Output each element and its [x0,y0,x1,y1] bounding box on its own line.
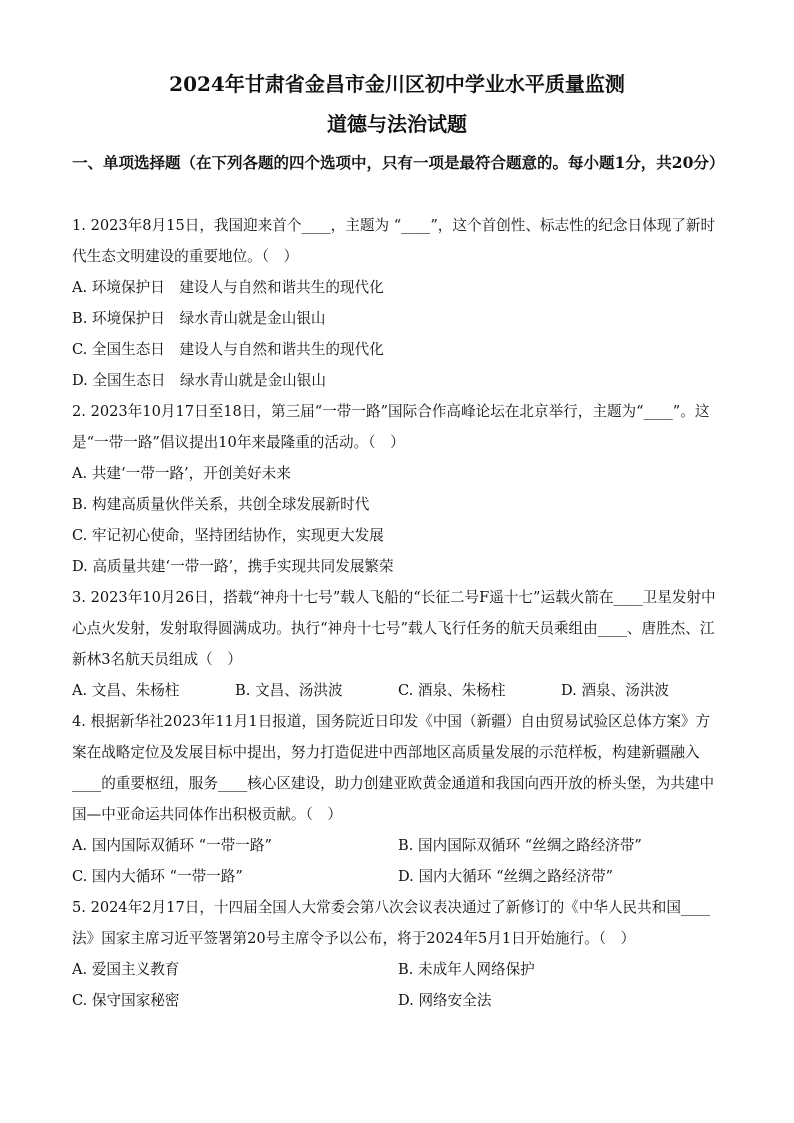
answer-option: C. 保守国家秘密 [72,992,180,1009]
answer-option: B. 文昌、汤洪波 [235,682,343,699]
answer-option: D. 高质量共建‘一带一路’，携手实现共同发展繁荣 [72,558,394,575]
question-stem: 5. 2024年2月17日，十四届全国人大常委会第八次会议表决通过了新修订的《中华人民共和国____法》国家主席习近平签署第20号主席令予以公布，将于2024年5月1日开始施行。（ ） [72,899,711,947]
answer-option: B. 国内国际双循环 “丝绸之路经济带” [398,837,642,854]
answer-option: B. 构建高质量伙伴关系，共创全球发展新时代 [72,496,370,513]
option-row [72,954,724,985]
answer-option: A. 环境保护日 建设人与自然和谐共生的现代化 [72,279,384,296]
option-row [72,985,724,1016]
question-list [72,210,724,1016]
option-row [72,861,724,892]
question-stem: 2. 2023年10月17日至18日，第三届“一带一路”国际合作高峰论坛在北京举行，主题为“____”。这是“一带一路”倡议提出10年来最隆重的活动。（ ） [72,403,710,451]
answer-option: A. 文昌、朱杨柱 [72,682,180,699]
answer-option: C. 全国生态日 建设人与自然和谐共生的现代化 [72,341,384,358]
answer-option: A. 共建‘一带一路’，开创美好未来 [72,465,291,482]
answer-option: D. 国内大循环 “丝绸之路经济带” [398,868,614,885]
exam-subject: 道德与法治试题 [327,112,467,136]
question-stem: 1. 2023年8月15日，我国迎来首个____，主题为 “____”，这个首创性、标志性的纪念日体现了新时代生态文明建设的重要地位。（ ） [72,217,716,265]
option-row [72,675,724,706]
answer-option: A. 国内国际双循环 “一带一路” [72,837,272,854]
exam-title: 2024年甘肃省金昌市金川区初中学业水平质量监测 [169,72,625,96]
section-heading: 一、单项选择题（在下列各题的四个选项中，只有一项是最符合题意的。每小题1分，共20分） [72,153,725,172]
answer-option: B. 未成年人网络保护 [398,961,535,978]
answer-option: A. 爱国主义教育 [72,961,180,978]
question-stem: 4. 根据新华社2023年11月1日报道，国务院近日印发《中国（新疆）自由贸易试验区总体方案》方案在战略定位及发展目标中提出，努力打造促进中西部地区高质量发展的示范样板，构建新疆融入____的重要枢纽，服务____核心区建设，助力创建亚欧黄金通道和我国向西开放的桥头堡，为共建中国—中亚命运共同体作出积极贡献。（ ） [72,713,715,823]
answer-option: C. 国内大循环 “一带一路” [72,868,243,885]
answer-option: C. 酒泉、朱杨柱 [398,682,506,699]
question-stem: 3. 2023年10月26日，搭载“神舟十七号”载人飞船的“长征二号F遥十七”运载火箭在____卫星发射中心点火发射，发射取得圆满成功。执行“神舟十七号”载人飞行任务的航天员乘组由____、唐胜杰、江新林3名航天员组成（ ） [72,589,716,668]
answer-option: D. 全国生态日 绿水青山就是金山银山 [72,372,326,389]
option-row [72,830,724,861]
answer-option: D. 酒泉、汤洪波 [561,682,670,699]
answer-option: D. 网络安全法 [398,992,492,1009]
answer-option: B. 环境保护日 绿水青山就是金山银山 [72,310,326,327]
answer-option: C. 牢记初心使命，坚持团结协作，实现更大发展 [72,527,384,544]
